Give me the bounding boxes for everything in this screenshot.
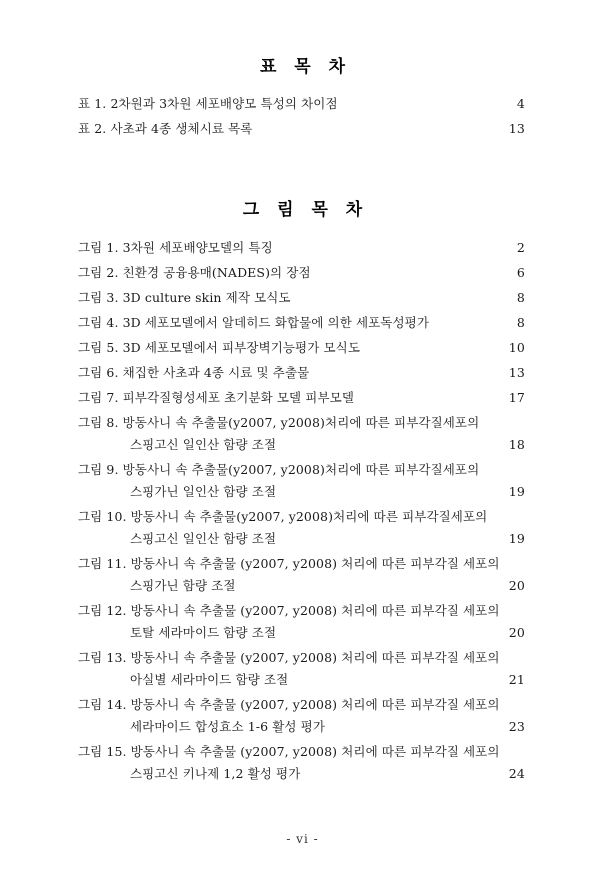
toc-entry[interactable] — [0, 337, 605, 359]
toc-entry-label: 그림 7. 피부각질형성세포 초기분화 모델 피부모델 — [78, 390, 354, 405]
toc-page-number: 19 — [508, 531, 525, 546]
toc-entry-line — [78, 716, 525, 738]
toc-page-number: 8 — [516, 290, 525, 305]
toc-dot-leader — [358, 390, 507, 402]
toc-entry-label: 그림 8. 방동사니 속 추출물(y2007, y2008)처리에 따른 피부각질세포의 — [78, 415, 480, 430]
toc-entry-label: 표 1. 2차원과 3차원 세포배양모 특성의 차이점 — [78, 96, 338, 111]
toc-entry-line — [78, 459, 525, 481]
toc-entry[interactable] — [0, 553, 605, 597]
toc-page-number: 4 — [516, 96, 525, 111]
toc-dot-leader — [313, 365, 506, 377]
toc-entry[interactable] — [0, 741, 605, 785]
toc-entry[interactable] — [0, 262, 605, 284]
list-of-figures-heading: 그 림 목 차 — [242, 200, 369, 220]
toc-entry-label: 토탈 세라마이드 함량 조절 — [130, 625, 277, 640]
toc-entry-line — [78, 553, 525, 575]
toc-page-number: 20 — [508, 625, 525, 640]
toc-entry-line — [78, 337, 525, 359]
toc-entry-label: 그림 1. 3차원 세포배양모델의 특징 — [78, 240, 273, 255]
toc-entry-line — [78, 362, 525, 384]
toc-dot-leader — [342, 96, 509, 108]
toc-entry[interactable] — [0, 506, 605, 550]
toc-dot-leader — [304, 766, 506, 778]
toc-page-number: 13 — [508, 121, 525, 136]
toc-dot-leader — [433, 315, 509, 327]
toc-page-number: 13 — [508, 365, 525, 380]
document-page — [0, 52, 605, 882]
toc-entry-line — [78, 93, 525, 115]
toc-entry-line — [78, 763, 525, 785]
toc-entry-label: 그림 5. 3D 세포모델에서 피부장벽기능평가 모식도 — [78, 340, 360, 355]
toc-dot-leader — [256, 121, 506, 133]
toc-entry-line — [78, 622, 525, 644]
toc-page-number: 17 — [508, 390, 525, 405]
toc-entry-label: 그림 11. 방동사니 속 추출물 (y2007, y2008) 처리에 따른 피부각질 세포의 — [78, 556, 500, 571]
toc-page-number: 23 — [508, 719, 525, 734]
toc-dot-leader — [280, 625, 507, 637]
toc-dot-leader — [364, 340, 507, 352]
list-of-figures — [0, 237, 605, 785]
toc-entry-label: 스핑고신 키나제 1,2 활성 평가 — [130, 766, 301, 781]
toc-entry-line — [78, 312, 525, 334]
toc-entry-line — [78, 387, 525, 409]
toc-entry-line — [78, 575, 525, 597]
toc-entry-line — [78, 412, 525, 434]
toc-entry-label: 스핑가닌 함량 조절 — [130, 578, 236, 593]
toc-dot-leader — [280, 484, 507, 496]
toc-page-number: 20 — [508, 578, 525, 593]
toc-entry-line — [78, 506, 525, 528]
toc-entry-label: 표 2. 사초과 4종 생체시료 목록 — [78, 121, 253, 136]
toc-dot-leader — [277, 240, 509, 252]
toc-entry-label: 그림 6. 채집한 사초과 4종 시료 및 추출물 — [78, 365, 310, 380]
toc-entry[interactable] — [0, 118, 605, 140]
toc-entry-line — [78, 669, 525, 691]
toc-dot-leader — [329, 719, 507, 731]
toc-entry-label: 그림 9. 방동사니 속 추출물(y2007, y2008)처리에 따른 피부각질세포의 — [78, 462, 480, 477]
toc-entry-label: 스핑고신 일인산 함량 조절 — [130, 531, 277, 546]
toc-entry-label: 아실별 세라마이드 함량 조절 — [130, 672, 289, 687]
toc-entry-line — [78, 118, 525, 140]
toc-entry-line — [78, 741, 525, 763]
toc-entry-line — [78, 262, 525, 284]
toc-entry[interactable] — [0, 694, 605, 738]
toc-dot-leader — [240, 578, 507, 590]
toc-page-number: 19 — [508, 484, 525, 499]
toc-entry-label: 그림 14. 방동사니 속 추출물 (y2007, y2008) 처리에 따른 피부각질 세포의 — [78, 697, 500, 712]
toc-page-number: 10 — [508, 340, 525, 355]
toc-entry-line — [78, 600, 525, 622]
toc-entry[interactable] — [0, 93, 605, 115]
toc-entry-label: 그림 10. 방동사니 속 추출물(y2007, y2008)처리에 따른 피부각질세포의 — [78, 509, 488, 524]
toc-dot-leader — [295, 290, 509, 302]
toc-dot-leader — [280, 531, 507, 543]
toc-page-number: 18 — [508, 437, 525, 452]
toc-page-number: 2 — [516, 240, 525, 255]
toc-page-number: 6 — [516, 265, 525, 280]
toc-page-number: 21 — [508, 672, 525, 687]
toc-entry-label: 세라마이드 합성효소 1-6 활성 평가 — [130, 719, 325, 734]
toc-entry-label: 그림 15. 방동사니 속 추출물 (y2007, y2008) 처리에 따른 피부각질 세포의 — [78, 744, 500, 759]
toc-entry-label: 그림 2. 친환경 공융용매(NADES)의 장점 — [78, 265, 311, 280]
toc-dot-leader — [292, 672, 506, 684]
toc-entry-label: 그림 3. 3D culture skin 제작 모식도 — [78, 290, 291, 305]
toc-entry[interactable] — [0, 287, 605, 309]
toc-dot-leader — [315, 265, 509, 277]
list-of-tables — [0, 93, 605, 140]
toc-entry-label: 그림 12. 방동사니 속 추출물 (y2007, y2008) 처리에 따른 피부각질 세포의 — [78, 603, 500, 618]
toc-entry-label: 그림 13. 방동사니 속 추출물 (y2007, y2008) 처리에 따른 피부각질 세포의 — [78, 650, 500, 665]
toc-entry-line — [78, 528, 525, 550]
toc-entry-line — [78, 694, 525, 716]
toc-entry[interactable] — [0, 459, 605, 503]
toc-entry-line — [78, 287, 525, 309]
toc-page-number: 24 — [508, 766, 525, 781]
toc-entry-label: 그림 4. 3D 세포모델에서 알데히드 화합물에 의한 세포독성평가 — [78, 315, 430, 330]
toc-entry-label: 스핑고신 일인산 함량 조절 — [130, 437, 277, 452]
page-number-footer: - vi - — [286, 832, 319, 846]
toc-entry[interactable] — [0, 237, 605, 259]
toc-entry[interactable] — [0, 387, 605, 409]
toc-entry[interactable] — [0, 312, 605, 334]
toc-entry-line — [78, 434, 525, 456]
list-of-tables-heading: 표 목 차 — [259, 57, 352, 77]
toc-entry[interactable] — [0, 412, 605, 456]
toc-dot-leader — [280, 437, 507, 449]
toc-page-number: 8 — [516, 315, 525, 330]
toc-entry[interactable] — [0, 647, 605, 691]
toc-entry-line — [78, 481, 525, 503]
toc-entry-line — [78, 237, 525, 259]
toc-entry[interactable] — [0, 600, 605, 644]
toc-entry[interactable] — [0, 362, 605, 384]
toc-entry-label: 스핑가닌 일인산 함량 조절 — [130, 484, 277, 499]
toc-entry-line — [78, 647, 525, 669]
